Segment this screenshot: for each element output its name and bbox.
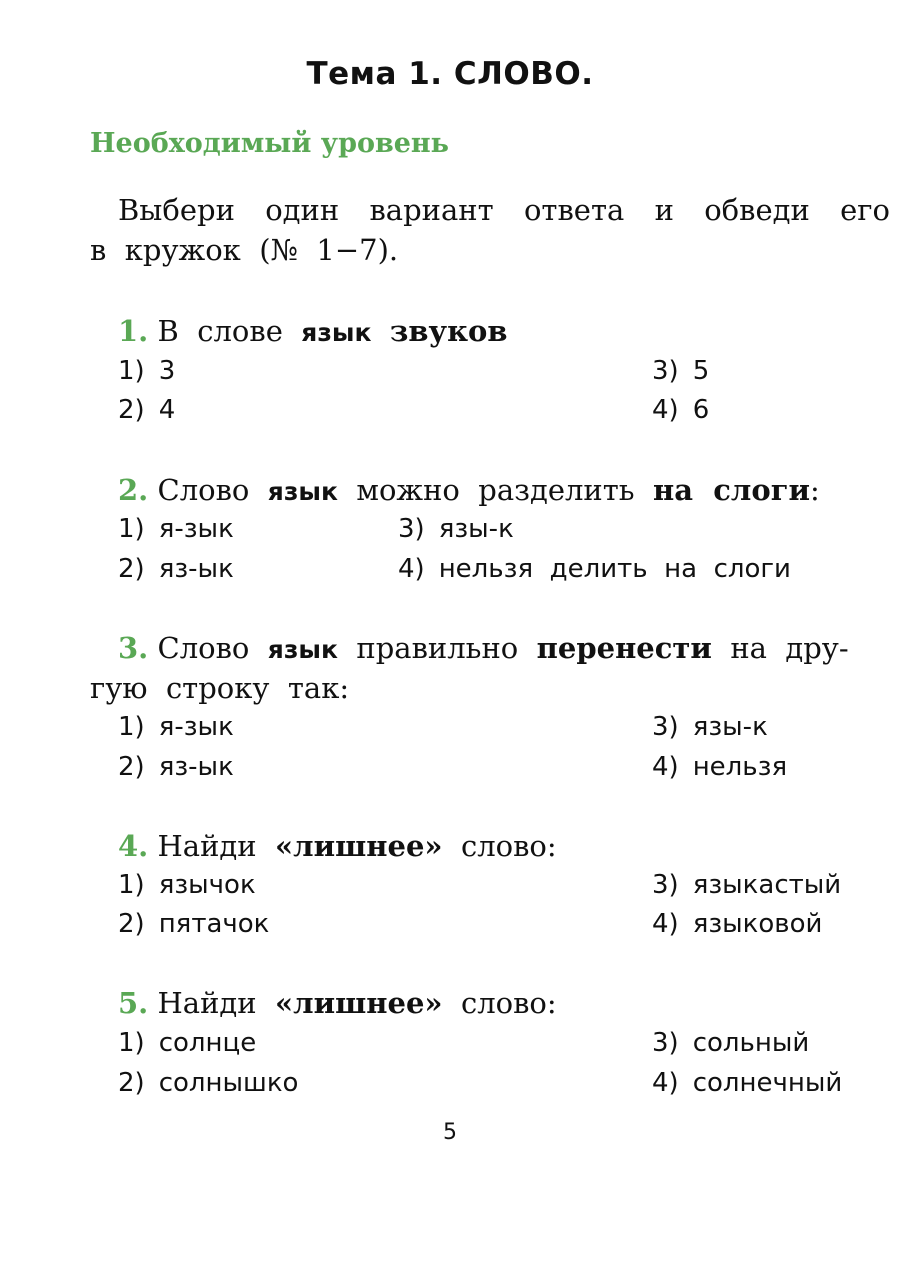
instruction-word: его — [840, 193, 890, 227]
question-text-segment: слово: — [442, 986, 557, 1020]
question-number: 4. — [118, 829, 149, 863]
question-4 — [90, 826, 890, 866]
question-2 — [90, 470, 890, 510]
page-title: Тема 1. СЛОВО. — [306, 56, 594, 92]
question-5 — [90, 983, 890, 1023]
answer-option[interactable]: 3) сольный — [652, 1028, 810, 1058]
instruction-word: обведи — [704, 193, 810, 227]
answer-option[interactable]: 2) 4 — [118, 395, 176, 425]
question-text-segment: на дру- — [711, 631, 849, 665]
question-text-segment: Слово — [148, 631, 268, 665]
question-text-segment: звуков — [389, 314, 508, 348]
question-text-segment: Найди — [148, 829, 276, 863]
answer-option[interactable]: 4) нельзя — [652, 752, 788, 782]
question-number: 1. — [118, 314, 149, 348]
question-number: 2. — [118, 473, 149, 507]
answer-option[interactable]: 4) солнечный — [652, 1068, 843, 1098]
instruction-word: вариант — [369, 193, 494, 227]
level-heading: Необходимый уровень — [90, 128, 449, 159]
question-text-segment: Слово — [148, 473, 268, 507]
answer-option[interactable]: 3) язы-к — [398, 514, 514, 544]
question-text-segment: язык — [267, 477, 338, 506]
answer-option[interactable]: 1) я-зык — [118, 514, 234, 544]
question-text-segment: правильно — [337, 631, 537, 665]
answer-option[interactable]: 4) языковой — [652, 909, 823, 939]
answer-option[interactable]: 1) язычок — [118, 870, 256, 900]
question-text-segment: Найди — [148, 986, 276, 1020]
question-text-segment: слово: — [442, 829, 557, 863]
instruction-line-2: в кружок (№ 1−7). — [90, 233, 399, 267]
instruction-word: ответа — [523, 193, 625, 227]
answer-option[interactable]: 3) языкастый — [652, 870, 842, 900]
question-number: 3. — [118, 631, 149, 665]
question-text-segment: В слове — [148, 314, 302, 348]
answer-option[interactable]: 1) солнце — [118, 1028, 257, 1058]
question-text-segment: «лишнее» — [275, 986, 443, 1020]
question-continuation: гую строку так: — [90, 671, 350, 705]
answer-option[interactable]: 3) 5 — [652, 356, 710, 386]
answer-option[interactable]: 2) солнышко — [118, 1068, 299, 1098]
question-text-segment: на слоги — [653, 473, 810, 507]
question-stem — [90, 311, 890, 351]
answer-option[interactable]: 1) 3 — [118, 356, 176, 386]
instructions — [90, 190, 890, 270]
answer-option[interactable]: 4) 6 — [652, 395, 710, 425]
question-3 — [90, 628, 890, 708]
question-stem — [90, 470, 890, 510]
answer-option[interactable]: 2) яз-ык — [118, 752, 234, 782]
question-1 — [90, 311, 890, 351]
answer-option[interactable]: 1) я-зык — [118, 712, 234, 742]
page-number: 5 — [443, 1120, 457, 1145]
answer-option[interactable]: 2) пятачок — [118, 909, 270, 939]
question-text-segment: язык — [267, 635, 338, 664]
instruction-line-1 — [90, 190, 890, 230]
question-stem — [90, 983, 890, 1023]
question-text-segment: : — [809, 473, 820, 507]
question-text-segment: перенести — [536, 631, 712, 665]
question-stem — [90, 826, 890, 866]
question-text-segment: язык — [301, 318, 372, 347]
answer-option[interactable]: 3) язы-к — [652, 712, 768, 742]
question-number: 5. — [118, 986, 149, 1020]
instruction-word: Выбери — [118, 193, 235, 227]
question-text-segment: «лишнее» — [275, 829, 443, 863]
question-text-segment: можно разделить — [337, 473, 654, 507]
question-text-segment — [371, 314, 389, 348]
question-stem — [90, 628, 890, 668]
answer-option[interactable]: 4) нельзя делить на слоги — [398, 554, 791, 584]
instruction-word: и — [654, 193, 674, 227]
instruction-word: один — [265, 193, 340, 227]
answer-option[interactable]: 2) яз-ык — [118, 554, 234, 584]
